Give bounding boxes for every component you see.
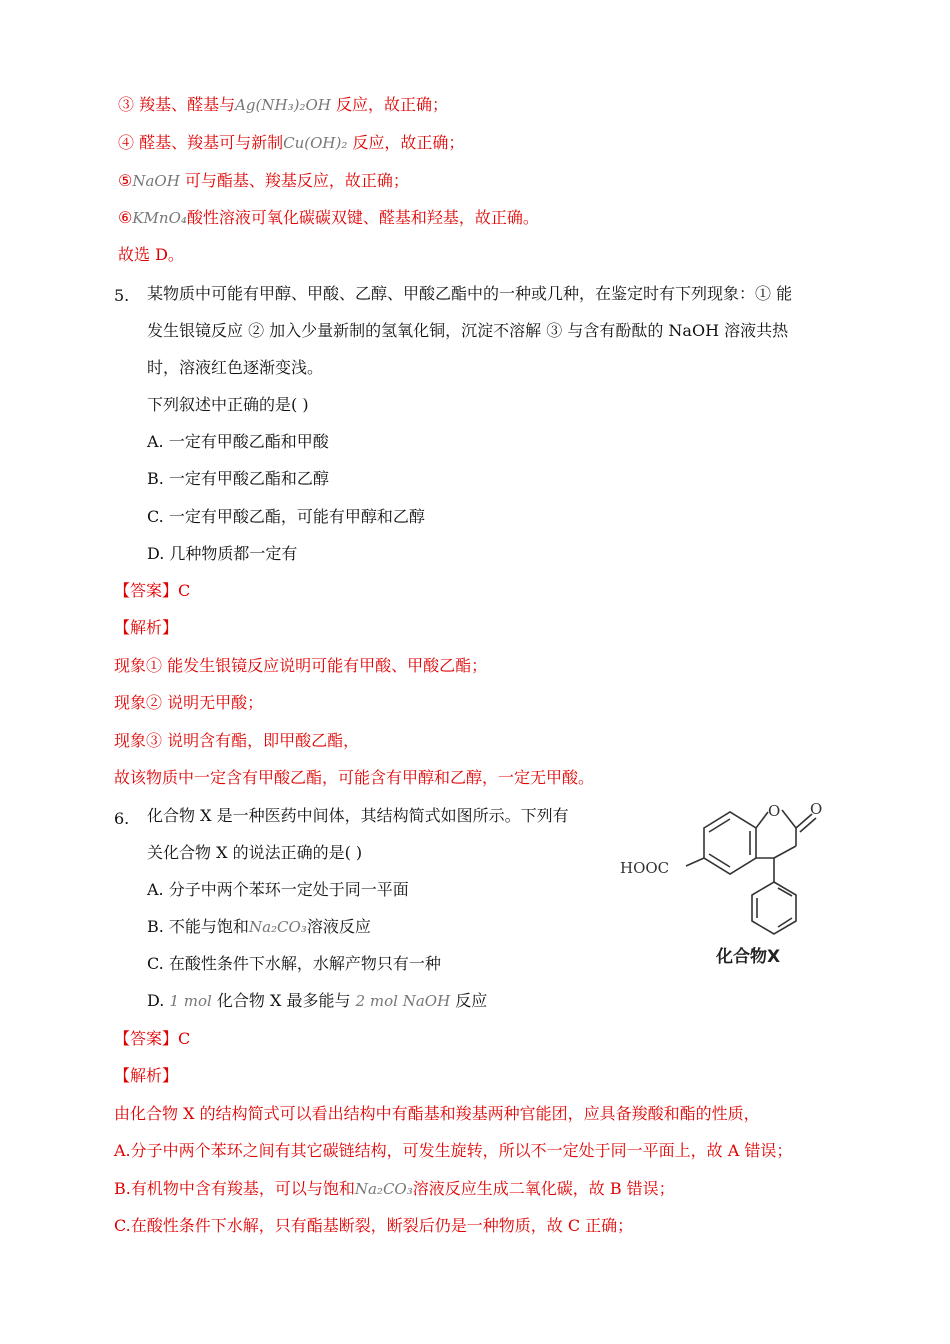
phenyl-ring [752, 882, 796, 934]
option-c: C. 一定有甲酸乙酯，可能有甲醇和乙醇 [147, 507, 425, 526]
question-prompt: 下列叙述中正确的是( ) [147, 395, 309, 414]
formula: KMnO₄ [132, 209, 187, 227]
text: 溶液反应 [306, 917, 371, 936]
question-number: 5. [114, 286, 130, 305]
fused-benzene-ring [704, 812, 756, 874]
double-bond [778, 918, 792, 927]
question-number: 6. [114, 809, 130, 828]
formula: 2 mol NaOH [355, 992, 451, 1010]
analysis-line: 由化合物 X 的结构简式可以看出结构中有酯基和羧基两种官能团，应具备羧酸和酯的性质， [114, 1104, 760, 1123]
question-stem: 某物质中可能有甲醇、甲酸、乙醇、甲酸乙酯中的一种或几种，在鉴定时有下列现象：① 能 [147, 284, 793, 303]
double-bond [709, 819, 730, 832]
option-a: A. 一定有甲酸乙酯和甲酸 [147, 432, 329, 451]
text: B. 不能与饱和 [147, 917, 249, 936]
text: 可与酯基、羧基反应，故正确； [184, 171, 409, 190]
answer: 【答案】C [114, 581, 191, 600]
text: B.有机物中含有羧基，可以与饱和 [114, 1179, 355, 1198]
formula: Na₂CO₃ [354, 1180, 413, 1198]
structure-bonds [686, 810, 816, 934]
carbonyl-oxygen-label: O [810, 800, 823, 818]
formula: Cu(OH)₂ [283, 134, 348, 152]
analysis-item-6 [118, 207, 539, 229]
text: ④ 醛基、羧基可与新制 [118, 133, 284, 152]
analysis-item-4 [118, 132, 464, 154]
text: 反应，故正确； [352, 133, 465, 152]
text: 化合物 X 最多能与 [216, 991, 351, 1010]
question-stem: 时，溶液红色逐渐变浅。 [147, 358, 324, 377]
carbonyl-bond [800, 818, 816, 832]
analysis-conclusion: 故选 D。 [118, 245, 184, 264]
text: ⑤ [118, 171, 133, 190]
analysis-line: 现象② 说明无甲酸； [114, 693, 264, 712]
option-b: B. 一定有甲酸乙酯和乙醇 [147, 469, 329, 488]
option-d [147, 990, 487, 1012]
option-c: C. 在酸性条件下水解，水解产物只有一种 [147, 954, 441, 973]
analysis-line: 现象① 能发生银镜反应说明可能有甲酸、甲酸乙酯； [114, 656, 488, 675]
figure-caption: 化合物X [716, 947, 781, 967]
text: 溶液反应生成二氧化碳，故 B 错误； [412, 1179, 675, 1198]
text: D. [147, 991, 165, 1010]
bond [782, 810, 796, 828]
text: 反应 [455, 991, 488, 1010]
option-a: A. 分子中两个苯环一定处于同一平面 [147, 880, 409, 899]
bond [686, 858, 704, 866]
ring-oxygen-label: O [768, 802, 781, 820]
text: ③ 羧基、醛基与 [118, 95, 236, 114]
text: ⑥ [118, 208, 133, 227]
answer: 【答案】C [114, 1029, 191, 1048]
bond [774, 846, 796, 858]
cooh-label: HOOC [620, 859, 670, 877]
option-d: D. 几种物质都一定有 [147, 544, 298, 563]
double-bond [709, 854, 730, 867]
question-stem: 发生银镜反应 ② 加入少量新制的氢氧化铜，沉淀不溶解 ③ 与含有酚酞的 NaOH 溶液共热 [147, 321, 789, 340]
text: 反应，故正确； [335, 95, 448, 114]
analysis-line [114, 1178, 675, 1200]
analysis-label: 【解析】 [114, 1066, 179, 1085]
analysis-item-3 [118, 94, 448, 116]
formula: Na₂CO₃ [248, 918, 307, 936]
analysis-line: A.分子中两个苯环之间有其它碳链结构，可发生旋转，所以不一定处于同一平面上，故 A 错误； [114, 1141, 793, 1160]
text: 酸性溶液可氧化碳碳双键、醛基和羟基，故正确。 [186, 208, 539, 227]
formula: NaOH [132, 172, 180, 190]
formula: 1 mol [169, 992, 212, 1010]
question-stem: 化合物 X 是一种医药中间体，其结构简式如图所示。下列有 [147, 806, 569, 825]
bond [756, 812, 768, 828]
analysis-line: 现象③ 说明含有酯，即甲酸乙酯， [114, 731, 360, 750]
analysis-item-5 [118, 170, 409, 192]
analysis-line: 故该物质中一定含有甲酸乙酯，可能含有甲醇和乙醇，一定无甲酸。 [114, 768, 595, 787]
option-b [147, 916, 371, 938]
analysis-label: 【解析】 [114, 618, 179, 637]
formula: Ag(NH₃)₂OH [235, 96, 331, 114]
analysis-line: C.在酸性条件下水解，只有酯基断裂，断裂后仍是一种物质，故 C 正确； [114, 1216, 634, 1235]
question-stem: 关化合物 X 的说法正确的是( ) [147, 843, 363, 862]
